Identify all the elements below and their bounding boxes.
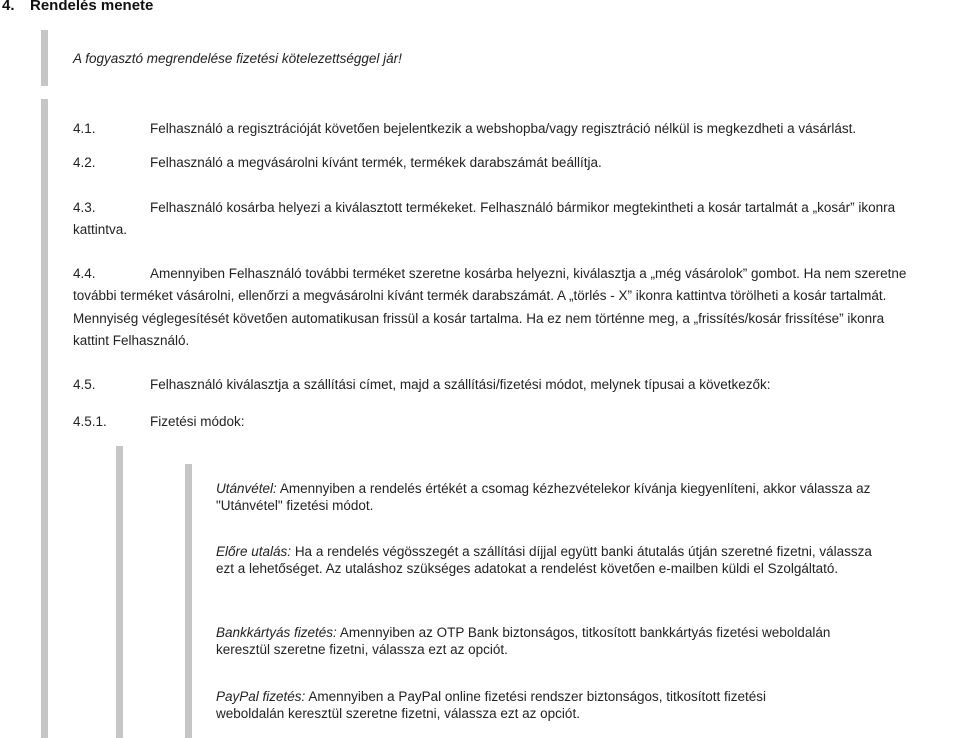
- payment-method-card: [216, 624, 836, 658]
- quote-bar: [41, 99, 48, 738]
- step-text: Felhasználó kiválasztja a szállítási címet, majd a szállítási/fizetési módot, melynek típusai a következők:: [150, 377, 771, 392]
- step-4-1: [73, 120, 856, 137]
- step-number: 4.2.: [73, 155, 96, 170]
- step-text: Felhasználó kosárba helyezi a kiválasztott termékeket.: [150, 200, 477, 215]
- section-title: Rendelés menete: [30, 0, 154, 14]
- step-4-3: [73, 199, 895, 216]
- step-text: Felhasználó a megvásárolni kívánt termék, termékek darabszámát beállítja.: [150, 155, 602, 170]
- payment-method-label: Előre utalás:: [216, 544, 292, 559]
- payment-method-transfer: [216, 543, 876, 577]
- step-text: Ha nem szeretne: [803, 266, 907, 281]
- step-number: 4.5.: [73, 377, 96, 392]
- payment-method-cod: [216, 480, 876, 514]
- step-text-continued: kattint Felhasználó.: [73, 333, 190, 348]
- section-heading: [2, 0, 153, 14]
- step-4-4: [73, 265, 906, 282]
- step-text-continued: kattintva.: [73, 222, 128, 237]
- step-number: 4.4.: [73, 266, 96, 281]
- quote-bar: [185, 464, 192, 738]
- step-text: Felhasználó a regisztrációját követően bejelentkezik a webshopba/vagy regisztráció nélkül is megkezdheti a vásárlást.: [150, 121, 857, 136]
- payment-method-paypal: [216, 688, 836, 722]
- payment-method-label: Bankkártyás fizetés:: [216, 625, 337, 640]
- step-text: Amennyiben Felhasználó további terméket szeretne kosárba helyezni, kiválasztja a „még vásárolok” gombot.: [150, 266, 800, 281]
- step-text-continued: Mennyiség véglegesítését követően automatikusan frissül a kosár tartalma. Ha ez nem történne meg, a „frissítés/kosár frissítése” ikonra: [73, 311, 885, 326]
- payment-method-text: Amennyiben az OTP Bank biztonságos, titkosított bankkártyás fizetési weboldalán keresztül szeretne fizetni, válassza ezt az opciót.: [216, 625, 831, 657]
- payment-method-text: Ha a rendelés végösszegét a szállítási díjjal együtt banki átutalás útján szeretné fizetni, válassza ezt a lehetőséget. Az utaláshoz szükséges adatokat a rendelést követően e-mailben küldi el Szolgáltató.: [216, 544, 872, 576]
- step-text: Felhasználó bármikor megtekintheti a kosár tartalmát a „kosár” ikonra: [480, 200, 896, 215]
- payment-method-label: Utánvétel:: [216, 481, 277, 496]
- payment-method-label: PayPal fizetés:: [216, 689, 306, 704]
- step-number: 4.1.: [73, 121, 96, 136]
- quote-bar: [116, 446, 123, 738]
- step-4-2: [73, 154, 602, 171]
- step-text: Fizetési módok:: [150, 414, 245, 429]
- step-number: 4.5.1.: [73, 414, 107, 429]
- step-4-5-1: [73, 413, 245, 430]
- step-4-5: [73, 376, 771, 393]
- payment-method-text: Amennyiben a PayPal online fizetési rendszer biztonságos, titkosított fizetési weboldalán keresztül szeretne fizetni, válassza ezt az opciót.: [216, 689, 767, 721]
- step-text-continued: további terméket vásárolni, ellenőrzi a megvásárolni kívánt termék darabszámát. A „törlés - X” ikonra kattintva törölheti a kosár tartalmát.: [73, 288, 887, 303]
- section-number: 4.: [2, 0, 15, 14]
- quote-bar: [41, 30, 48, 86]
- payment-obligation-notice: A fogyasztó megrendelése fizetési kötelezettséggel jár!: [73, 51, 402, 66]
- step-number: 4.3.: [73, 200, 96, 215]
- payment-method-text: Amennyiben a rendelés értékét a csomag kézhezvételekor kívánja kiegyenlíteni, akkor válassza az "Utánvétel" fizetési módot.: [216, 481, 871, 513]
